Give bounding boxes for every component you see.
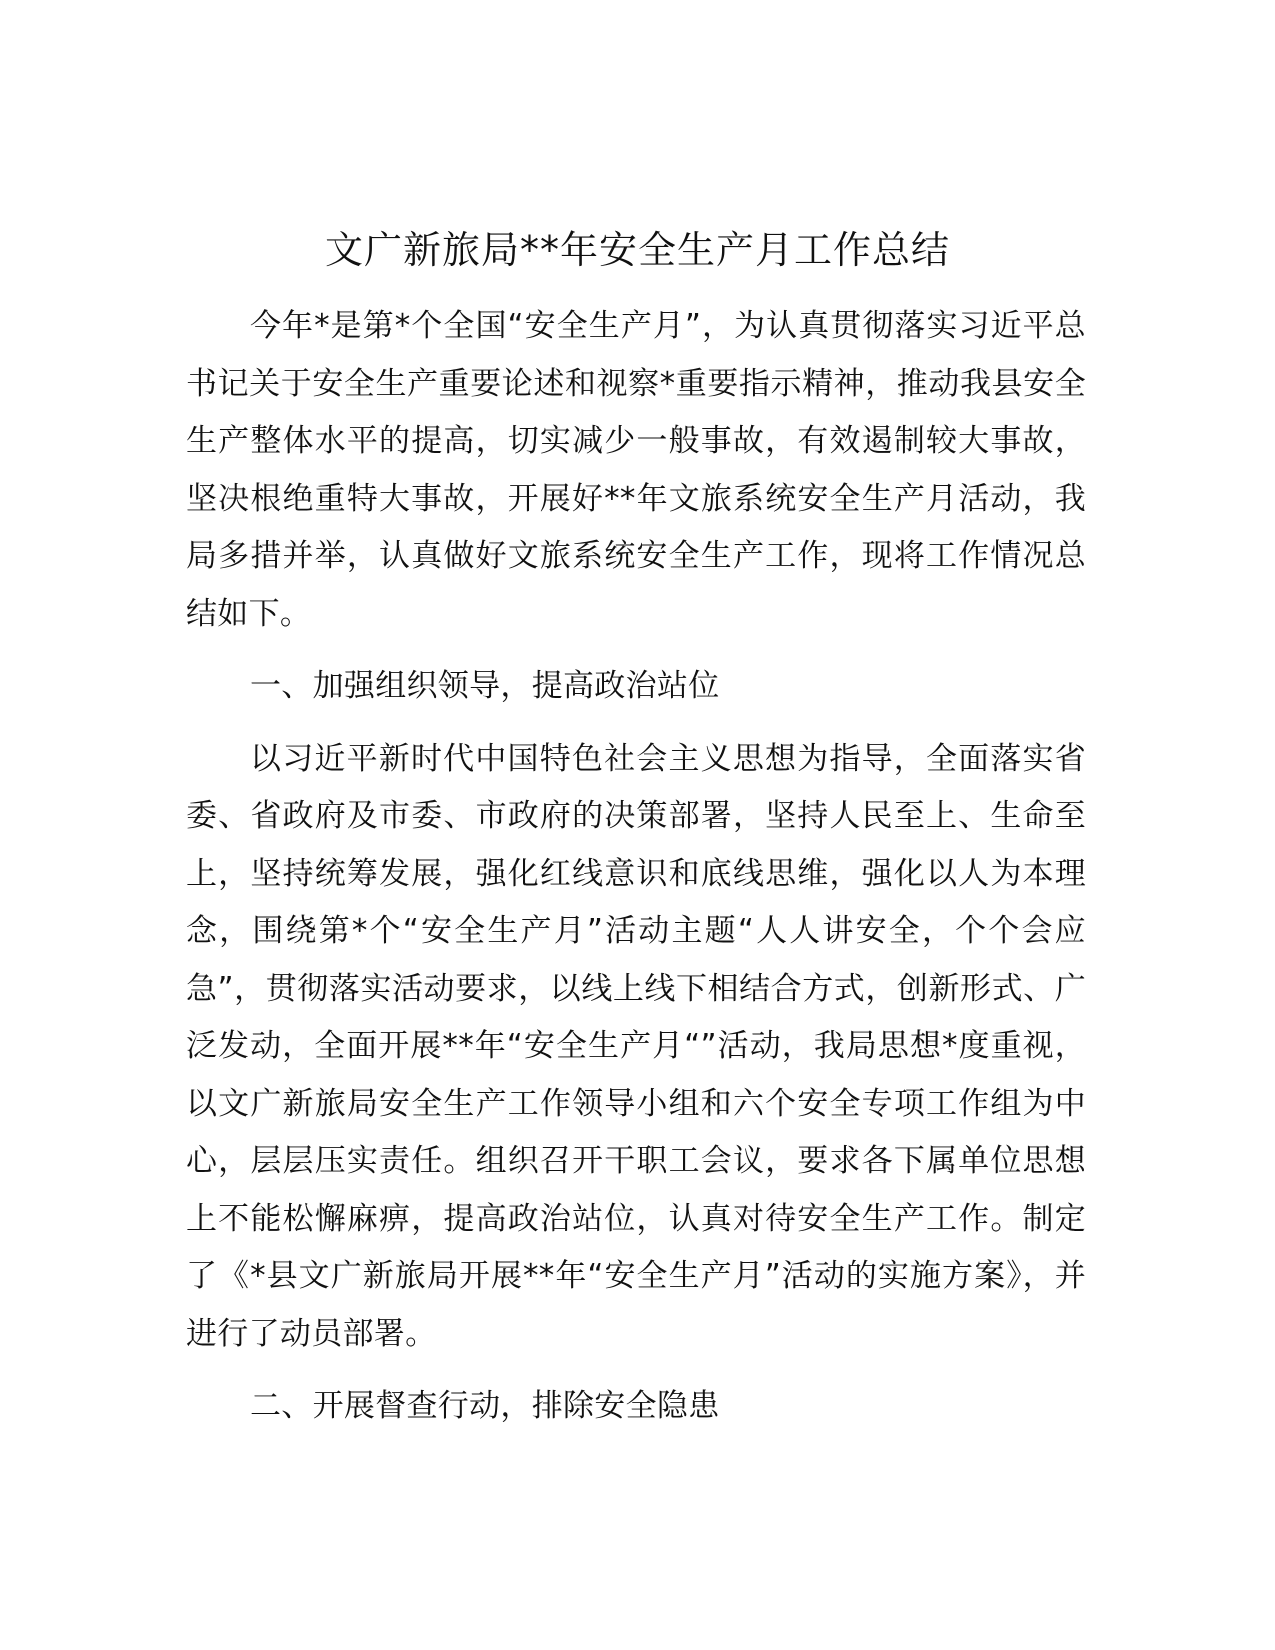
document-title: 文广新旅局**年安全生产月工作总结 <box>324 228 950 272</box>
section-heading-2: 二、开展督查行动，排除安全隐患 <box>250 1388 720 1424</box>
document-body <box>186 298 1086 1451</box>
section-heading-1: 一、加强组织领导，提高政治站位 <box>250 668 720 704</box>
section-1-paragraph: 以习近平新时代中国特色社会主义思想为指导，全面落实省委、省政府及市委、市政府的决策部署，坚持人民至上、生命至上，坚持统筹发展，强化红线意识和底线思维，强化以人为本理念，围绕第*个“安全生产月”活动主题“人人讲安全，个个会应急”，贯彻落实活动要求，以线上线下相结合方式，创新形式、广泛发动，全面开展**年“安全生产月“”活动，我局思想*度重视，以文广新旅局安全生产工作领导小组和六个安全专项工作组为中心，层层压实责任。组织召开干职工会议，要求各下属单位思想上不能松懈麻痹，提高政治站位，认真对待安全生产工作。制定了《*县文广新旅局开展**年“安全生产月”活动的实施方案》，并进行了动员部署。 <box>186 740 1086 1352</box>
intro-paragraph: 今年*是第*个全国“安全生产月”，为认真贯彻落实习近平总书记关于安全生产重要论述和视察*重要指示精神，推动我县安全生产整体水平的提高，切实减少一般事故，有效遏制较大事故，坚决根绝重特大事故，开展好**年文旅系统安全生产月活动，我局多措并举，认真做好文旅系统安全生产工作，现将工作情况总结如下。 <box>186 308 1086 632</box>
